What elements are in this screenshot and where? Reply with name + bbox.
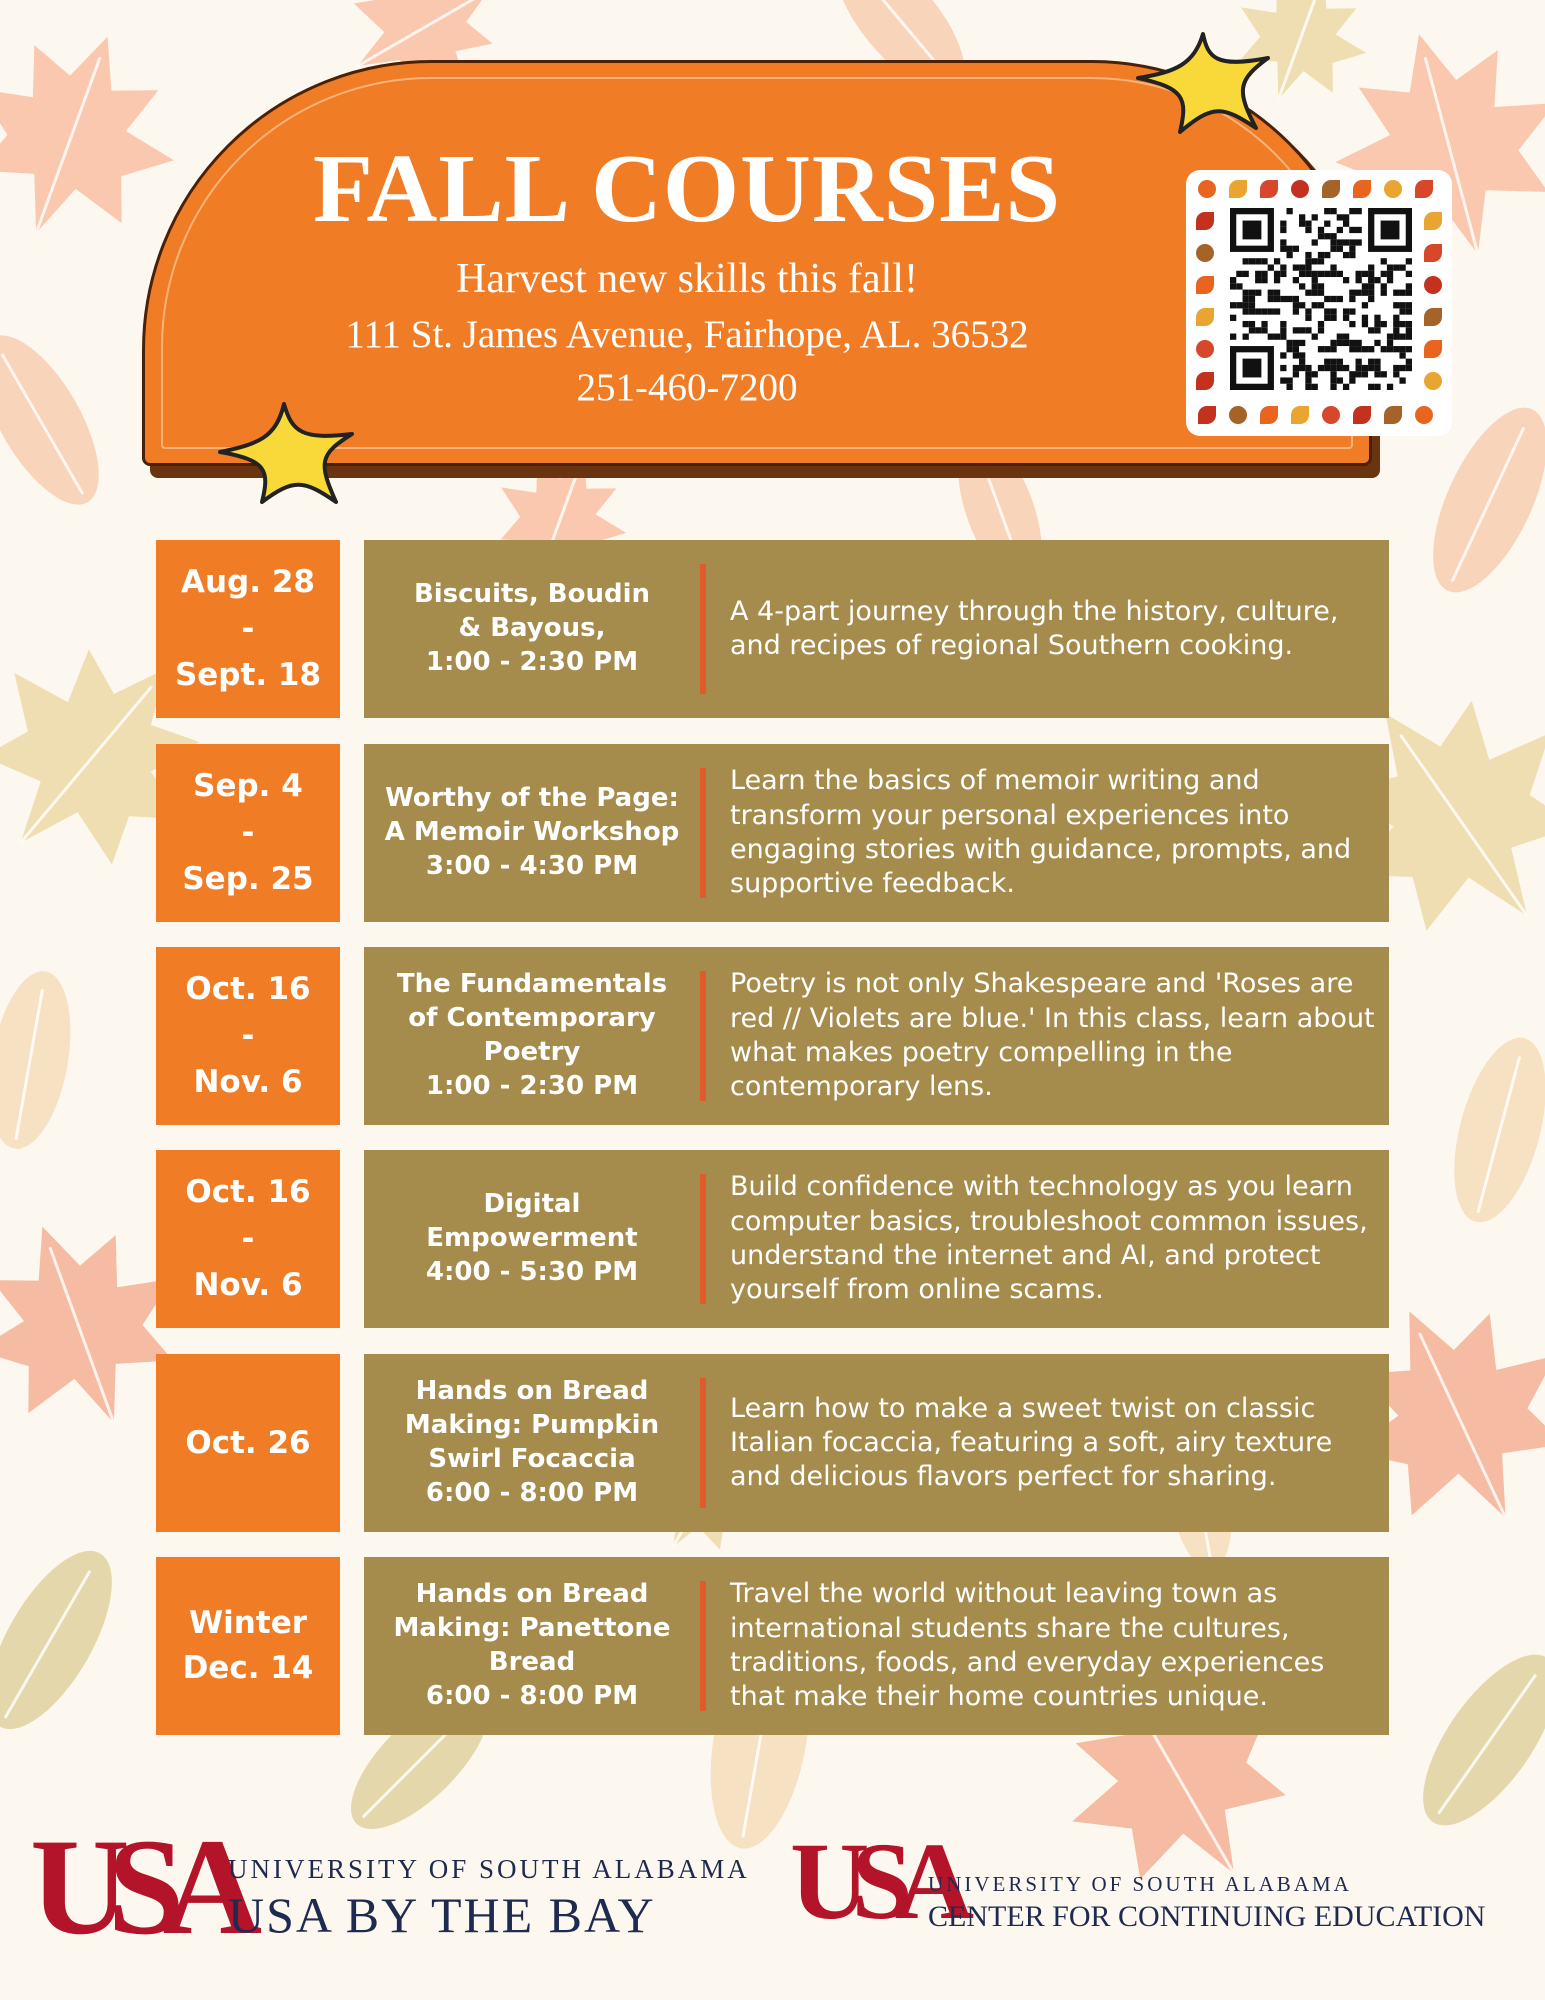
course-row [0, 744, 1545, 922]
autumn-leaf-icon [1291, 406, 1309, 424]
course-info [364, 1557, 1389, 1735]
autumn-leaf-icon [1196, 276, 1214, 294]
date-end: Sept. 18 [174, 657, 322, 694]
date-end: Dec. 14 [182, 1650, 314, 1686]
divider [700, 768, 706, 898]
qr-code[interactable] [1230, 208, 1412, 390]
qr-code-frame [1186, 170, 1452, 436]
autumn-leaf-icon [1424, 244, 1442, 262]
course-title: Worthy of the Page: A Memoir Workshop 3:00 - 4:30 PM [384, 783, 680, 881]
autumn-leaf-icon [1424, 308, 1442, 326]
divider [700, 1581, 706, 1711]
autumn-leaf-icon [1260, 180, 1278, 198]
course-title: Hands on Bread Making: Pumpkin Swirl Focaccia 6:00 - 8:00 PM [404, 1376, 660, 1508]
autumn-leaf-icon [1424, 212, 1442, 230]
date-start: Aug. 28 [181, 564, 315, 601]
course-description: Learn the basics of memoir writing and transform your personal experiences into engaging stories with guidance, prompts, and supportive feedback. [730, 765, 1352, 900]
autumn-leaf-icon [1196, 372, 1214, 390]
address: 111 St. James Avenue, Fairhope, AL. 36532 [345, 313, 1029, 357]
autumn-leaf-icon [1198, 180, 1216, 198]
autumn-leaf-icon [1322, 180, 1340, 198]
course-info [364, 1354, 1389, 1532]
course-date [156, 540, 340, 718]
phone-number: 251-460-7200 [576, 366, 798, 410]
autumn-leaf-icon [1424, 340, 1442, 358]
autumn-leaf-icon [1322, 406, 1340, 424]
autumn-leaf-icon [1196, 308, 1214, 326]
usa-logo-mark: USA [30, 1810, 241, 1963]
course-description: Travel the world without leaving town as international students share the cultures, traditions, foods, and everyday experiences that make their home countries unique. [730, 1578, 1325, 1713]
course-description: Build confidence with technology as you learn computer basics, troubleshoot common issues, understand the internet and AI, and protect yourself from online scams. [730, 1171, 1368, 1306]
date-end: Nov. 6 [193, 1267, 303, 1304]
logo-university-name: UNIVERSITY OF SOUTH ALABAMA [228, 1854, 750, 1884]
course-row [0, 1354, 1545, 1532]
date-start: Sep. 4 [193, 768, 303, 805]
date-start: Oct. 16 [185, 1174, 311, 1211]
autumn-leaf-icon [1353, 406, 1371, 424]
autumn-leaf-icon [1353, 180, 1371, 198]
course-date [156, 1354, 340, 1532]
leaf-shape [0, 318, 122, 522]
course-info [364, 540, 1389, 718]
autumn-leaf-icon [1424, 276, 1442, 294]
course-info [364, 744, 1389, 922]
autumn-leaf-icon [1384, 406, 1402, 424]
tagline: Harvest new skills this fall! [456, 256, 918, 302]
course-date [156, 744, 340, 922]
usa-logo-mark: USA [790, 1820, 957, 1942]
autumn-leaf-icon [1196, 340, 1214, 358]
date-start: Winter [188, 1605, 308, 1642]
autumn-leaf-icon [1260, 406, 1278, 424]
course-row [0, 947, 1545, 1125]
course-title: Biscuits, Boudin & Bayous, 1:00 - 2:30 PM [413, 579, 651, 677]
date-end: Nov. 6 [193, 1064, 303, 1101]
date-end: Sep. 25 [182, 861, 314, 898]
autumn-leaf-icon [1229, 406, 1247, 424]
date-separator: - [241, 1017, 255, 1054]
header-text [152, 135, 1222, 410]
autumn-leaf-icon [1196, 212, 1214, 230]
course-info [364, 1150, 1389, 1328]
divider [700, 1378, 706, 1508]
autumn-leaf-icon [1229, 180, 1247, 198]
autumn-leaf-icon [1415, 406, 1433, 424]
logo-program-name: CENTER FOR CONTINUING EDUCATION [928, 1900, 1486, 1933]
divider [700, 1174, 706, 1304]
autumn-leaf-icon [1198, 406, 1216, 424]
course-date [156, 1557, 340, 1735]
page-title: FALL COURSES [312, 135, 1062, 243]
divider [700, 971, 706, 1101]
course-row [0, 1557, 1545, 1735]
logo-university-name: UNIVERSITY OF SOUTH ALABAMA [928, 1872, 1352, 1896]
course-title: The Fundamentals of Contemporary Poetry 1:00 - 2:30 PM [396, 969, 668, 1101]
course-title: Digital Empowerment 4:00 - 5:30 PM [425, 1189, 639, 1287]
date-separator: - [241, 814, 255, 851]
date-start: Oct. 26 [185, 1424, 311, 1461]
autumn-leaf-icon [1196, 244, 1214, 262]
date-separator: - [241, 1220, 255, 1257]
logo-program-name: USA BY THE BAY [228, 1887, 656, 1943]
divider [700, 564, 706, 694]
autumn-leaf-icon [1415, 180, 1433, 198]
course-date [156, 1150, 340, 1328]
course-description: Poetry is not only Shakespeare and 'Roses are red // Violets are blue.' In this class, learn about what makes poetry compelling in the contemporary lens. [730, 968, 1375, 1103]
course-info [364, 947, 1389, 1125]
course-description: Learn how to make a sweet twist on classic Italian focaccia, featuring a soft, airy texture and delicious flavors perfect for sharing. [730, 1392, 1333, 1493]
autumn-leaf-icon [1291, 180, 1309, 198]
course-row [0, 540, 1545, 718]
autumn-leaf-icon [1424, 372, 1442, 390]
course-description: A 4-part journey through the history, culture, and recipes of regional Southern cooking. [730, 595, 1339, 661]
date-start: Oct. 16 [185, 971, 311, 1008]
course-title: Hands on Bread Making: Panettone Bread 6:00 - 8:00 PM [393, 1579, 671, 1711]
star-icon [1128, 28, 1278, 138]
date-separator: - [241, 610, 255, 647]
autumn-leaf-icon [1384, 180, 1402, 198]
course-row [0, 1150, 1545, 1328]
star-icon [212, 398, 362, 508]
course-date [156, 947, 340, 1125]
